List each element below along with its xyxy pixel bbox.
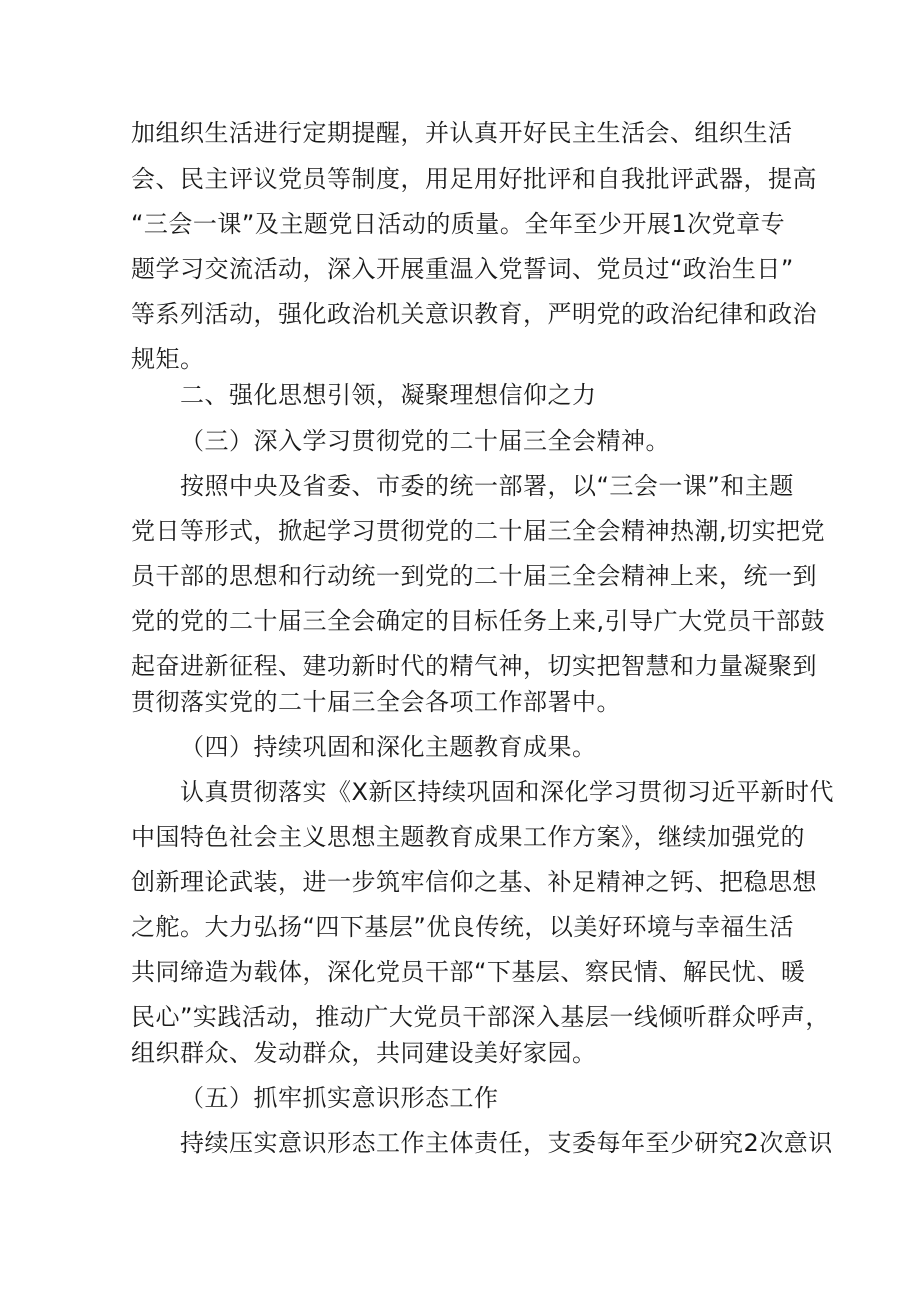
body-text-line: 民心”实践活动，推动广大党员干部深入基层一线倾听群众呼声， <box>131 1003 830 1031</box>
body-text-line: 党日等形式，掀起学习贯彻党的二十届三全会精神热潮,切实把党 <box>131 517 826 545</box>
body-text-line: 加组织生活进行定期提醒，并认真开好民主生活会、组织生活 <box>131 119 793 147</box>
body-text-line: 贯彻落实党的二十届三全会各项工作部署中。 <box>131 688 621 716</box>
body-text-line: 持续压实意识形态工作主体责任，支委每年至少研究2次意识 <box>180 1129 833 1157</box>
body-text-line: 中国特色社会主义思想主题教育成果工作方案》，继续加强党的 <box>131 823 805 851</box>
subsection-heading: （四）持续巩固和深化主题教育成果。 <box>180 733 597 761</box>
body-text-line: 之舵。大力弘扬“四下基层”优良传统，以美好环境与幸福生活 <box>131 913 794 941</box>
body-text-line: 共同缔造为载体，深化党员干部“下基层、察民情、解民忧、暖 <box>131 958 806 986</box>
body-text-line: 员干部的思想和行动统一到党的二十届三全会精神上来，统一到 <box>131 562 817 590</box>
body-text-line: 等系列活动，强化政治机关意识教育，严明党的政治纪律和政治 <box>131 300 817 328</box>
section-heading: 二、强化思想引领，凝聚理想信仰之力 <box>180 381 597 409</box>
body-text-line: 规矩。 <box>131 345 205 373</box>
body-text-line: 认真贯彻落实《X新区持续巩固和深化学习贯彻习近平新时代 <box>180 778 834 806</box>
subsection-heading: （三）深入学习贯彻党的二十届三全会精神。 <box>180 427 670 455</box>
body-text-line: 组织群众、发动群众，共同建设美好家园。 <box>131 1039 597 1067</box>
subsection-heading: （五）抓牢抓实意识形态工作 <box>180 1084 499 1112</box>
body-text-line: 会、民主评议党员等制度，用足用好批评和自我批评武器，提高 <box>131 165 817 193</box>
body-text-line: 按照中央及省委、市委的统一部署，以“三会一课”和主题 <box>180 472 794 500</box>
body-text-line: “三会一课”及主题党日活动的质量。全年至少开展1次党章专 <box>131 210 786 238</box>
body-text-line: 创新理论武装，进一步筑牢信仰之基、补足精神之钙、把稳思想 <box>131 868 817 896</box>
body-text-line: 起奋进新征程、建功新时代的精气神，切实把智慧和力量凝聚到 <box>131 652 817 680</box>
body-text-line: 党的党的二十届三全会确定的目标任务上来,引导广大党员干部鼓 <box>131 607 826 635</box>
body-text-line: 题学习交流活动，深入开展重温入党誓词、党员过“政治生日” <box>131 255 794 283</box>
